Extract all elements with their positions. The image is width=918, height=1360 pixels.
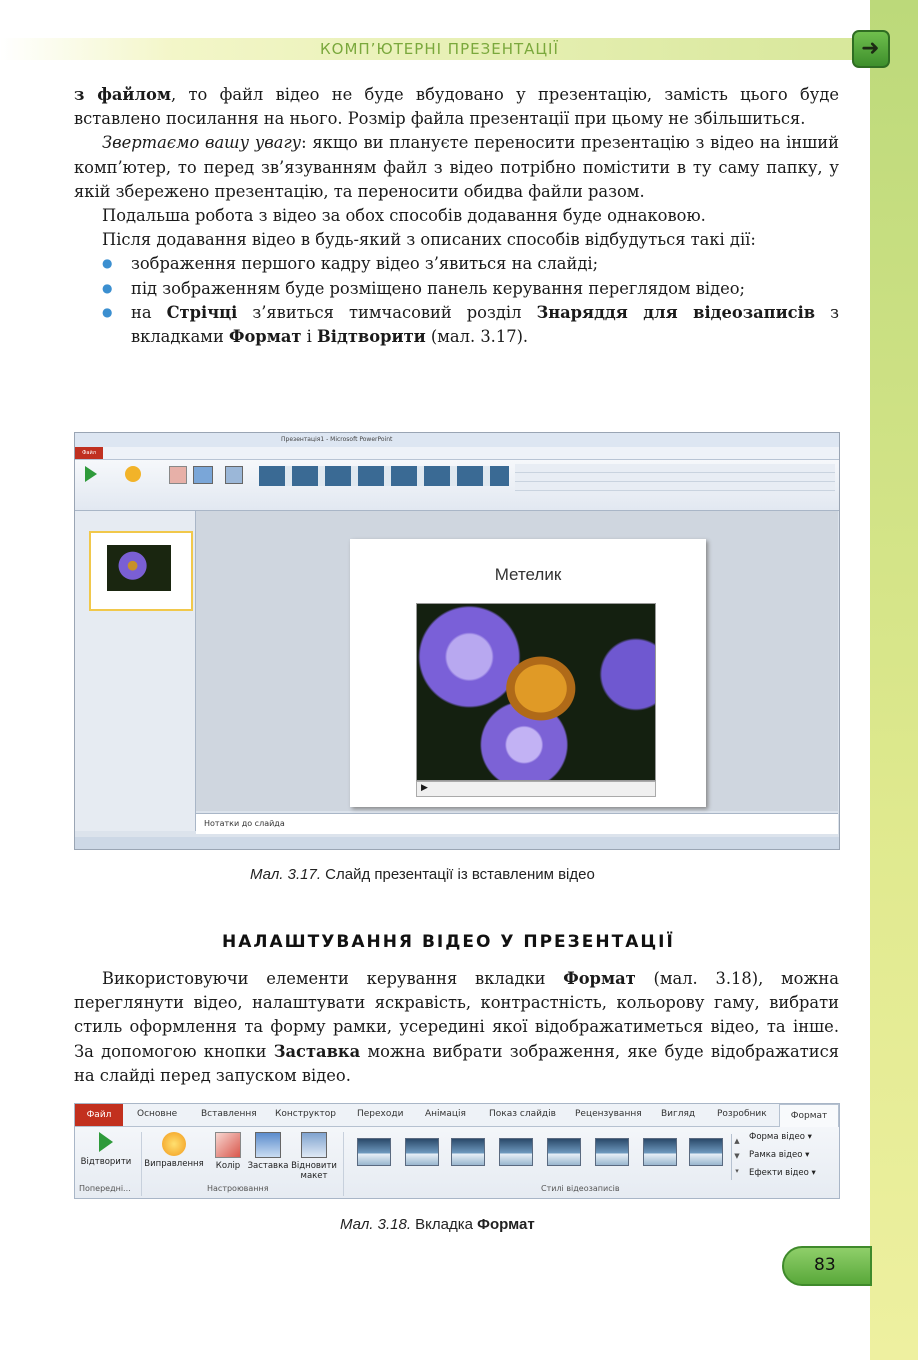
section-heading: НАЛАШТУВАННЯ ВІДЕО У ПРЕЗЕНТАЦІЇ [222,932,675,952]
body-text-top [74,83,839,349]
tab-home[interactable]: Основне [137,1109,178,1119]
next-arrow-icon: ➜ [852,30,890,68]
figure-caption: Мал. 3.18. Вкладка Формат [340,1216,535,1233]
video-controls[interactable] [416,781,656,797]
slide-editing-area [196,511,838,811]
divider [141,1132,142,1196]
thumbnail-image [107,545,171,591]
format-tab-screenshot [74,1103,840,1199]
divider [343,1132,344,1196]
tab-slideshow[interactable]: Показ слайдів [489,1109,556,1119]
group-label-adjust: Настроювання [207,1184,269,1193]
color-button[interactable]: Колір [197,1132,259,1171]
video-styles-gallery[interactable] [259,466,509,486]
body-text-bottom: Використовуючи елементи керування вкладки Формат (мал. 3.18), можна переглянути відео, налаштувати яскравість, контрастність, кольорову гаму, вибрати стиль оформлення та форму рамки, усередині якої відображатиметься відео, та інше. За допомогою кнопки Заставка можна вибрати зображення, яке буде відображатися на слайді перед запуском відео. [74,969,839,1085]
arrange-size-groups [515,464,835,494]
video-shape-button[interactable]: Форма відео ▾ [749,1132,812,1142]
tab-format[interactable]: Формат [779,1104,839,1127]
paragraph: Після додавання відео в будь-який з описаних способів відбудуться такі дії: [102,230,756,250]
tab-view[interactable]: Вигляд [661,1109,696,1119]
gallery-scroll[interactable]: ▲ ▼ ▾ [731,1134,742,1180]
play-button[interactable]: Відтворити [75,1132,137,1167]
slide-title[interactable]: Метелик [494,565,562,584]
play-icon [99,1132,113,1152]
ribbon-tabs [75,447,839,460]
reset-icon [301,1132,327,1158]
reset-icon[interactable] [225,466,243,484]
page-number-tab [782,1246,872,1286]
list-item: ● під зображенням буде розміщено панель керування переглядом відео; [74,277,839,301]
color-icon[interactable] [169,466,187,484]
reset-design-button[interactable]: Відновити макет [283,1132,345,1181]
poster-frame-button[interactable]: Заставка [237,1132,299,1171]
poster-icon[interactable] [193,466,213,484]
right-margin-strip [870,0,918,1360]
slide [350,539,706,807]
tab-file[interactable]: Файл [75,1104,123,1126]
window-title: Презентація1 - Microsoft PowerPoint [281,436,393,443]
sun-icon[interactable] [125,466,141,482]
play-icon[interactable]: ▶ [421,783,428,793]
ribbon-tabs [75,1104,839,1127]
video-border-button[interactable]: Рамка відео ▾ [749,1150,810,1160]
tab-review[interactable]: Рецензування [575,1109,642,1119]
group-label-preview: Попередні... [79,1184,131,1193]
tab-transitions[interactable]: Переходи [357,1109,404,1119]
video-style-thumbnail[interactable] [451,1138,485,1166]
running-header: КОМП’ЮТЕРНІ ПРЕЗЕНТАЦІЇ [320,40,559,58]
tab-animation[interactable]: Анімація [425,1109,466,1119]
page-number: 83 [814,1255,836,1275]
paragraph: : якщо ви плануєте переносити презентацію з відео на інший комп’ютер, то перед зв’язуванням файл з відео потрібно помістити в ту саму папку, у якій збережено презентацію, та переносити обидва файли разом. [74,133,839,201]
video-style-thumbnail[interactable] [643,1138,677,1166]
video-style-thumbnail[interactable] [405,1138,439,1166]
status-bar [75,837,839,849]
play-icon[interactable] [85,466,97,482]
video-style-thumbnail[interactable] [689,1138,723,1166]
figure-caption: Мал. 3.17. Слайд презентації із вставленим відео [250,866,595,883]
bullet-list [74,252,839,349]
ribbon [75,460,839,511]
video-effects-button[interactable]: Ефекти відео ▾ [749,1168,816,1178]
bold-term: з файлом [74,85,171,104]
poster-icon [255,1132,281,1158]
tab-insert[interactable]: Вставлення [201,1109,257,1119]
powerpoint-screenshot [74,432,840,850]
slides-pane [75,511,196,831]
slide-thumbnail[interactable] [89,531,193,611]
video-style-thumbnail[interactable] [547,1138,581,1166]
list-item: ● на Стрічці з’явиться тимчасовий розділ Знаряддя для відеозаписів з вкладками Формат і Відтворити (мал. 3.17). [74,301,839,349]
tab-developer[interactable]: Розробник [717,1109,767,1119]
video-style-thumbnail[interactable] [357,1138,391,1166]
paragraph: Подальша робота з відео за обох способів додавання буде однаковою. [102,206,706,226]
video-style-thumbnail[interactable] [595,1138,629,1166]
tab-design[interactable]: Конструктор [275,1109,336,1119]
video-style-thumbnail[interactable] [499,1138,533,1166]
video-frame[interactable] [416,603,656,781]
corrections-button[interactable]: Виправлення [143,1132,205,1169]
paragraph: , то файл відео не буде вбудовано у презентацію, замість цього буде вставлено посилання на нього. Розмір файла презентації при цьому не збільшиться. [74,85,839,129]
italic-term: Звертаємо вашу увагу [102,133,302,153]
notes-pane[interactable]: Нотатки до слайда [196,813,838,834]
file-tab[interactable]: Файл [75,447,103,459]
window-title-bar [75,433,839,447]
sun-icon [162,1132,186,1156]
group-label-video-styles: Стилі відеозаписів [541,1184,620,1193]
list-item: ● зображення першого кадру відео з’явиться на слайді; [74,252,839,276]
